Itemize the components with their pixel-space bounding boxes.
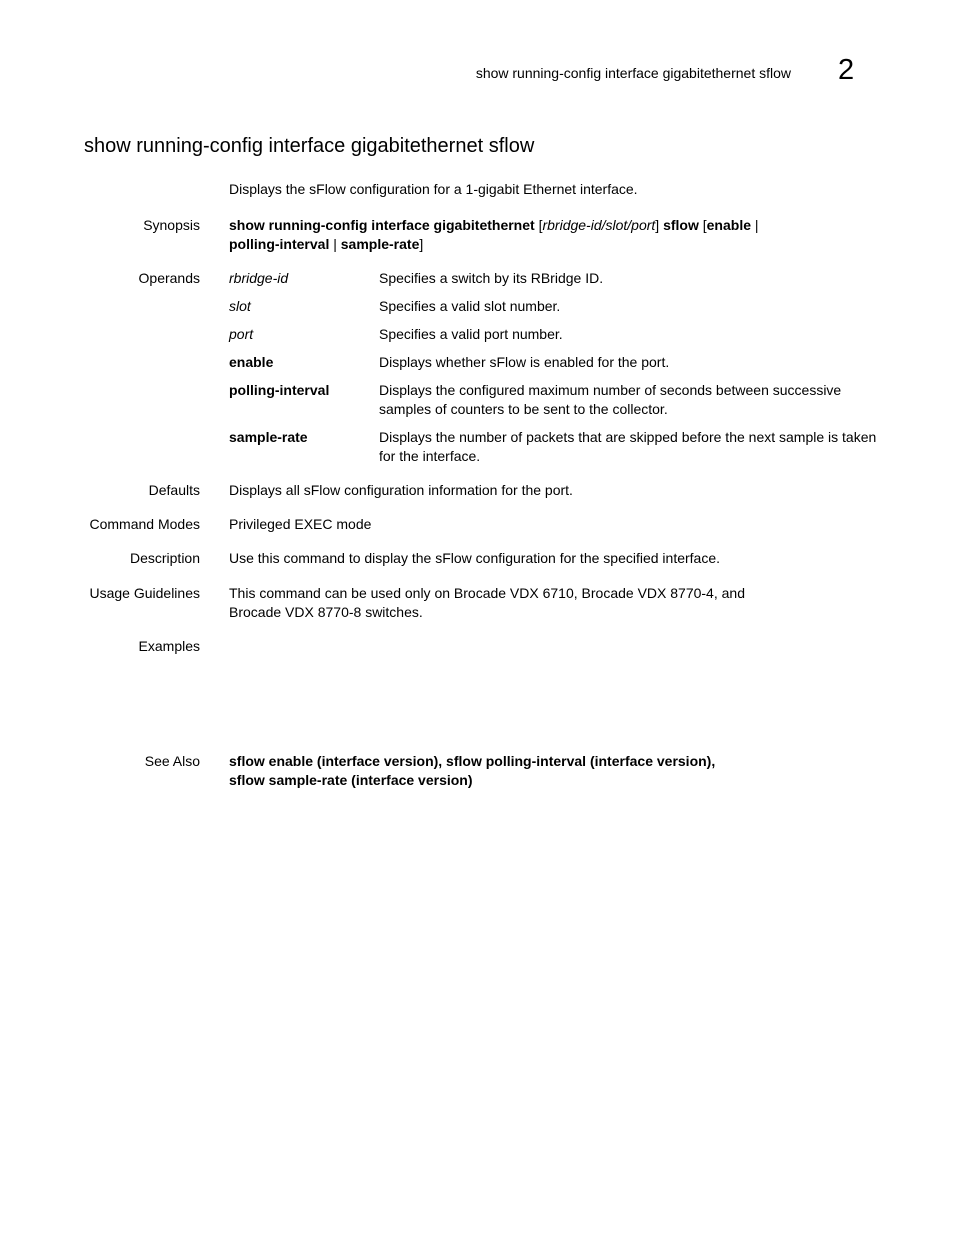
synopsis-bracket: ] [655,217,664,233]
operand-name: port [229,326,254,342]
synopsis-separator: | [751,217,759,233]
usage-line: Brocade VDX 8770-8 switches. [229,603,423,620]
synopsis-bracket: [ [698,217,707,233]
running-header: show running-config interface gigabitethernet sflow [475,65,791,81]
command-modes-text: Privileged EXEC mode [229,516,372,532]
operand-name: rbridge-id [229,270,289,286]
synopsis-label: Synopsis [143,217,200,233]
operand-description: Displays the number of packets that are skipped before the next sample is taken for the interface. [379,429,877,464]
see-also-line: sflow sample-rate (interface version) [229,771,473,788]
see-also-line: sflow enable (interface version), sflow polling-interval (interface version), [229,753,716,769]
synopsis-kw-sflow: sflow [663,217,699,233]
synopsis-separator: | [329,235,341,252]
description-label: Description [129,550,200,566]
operand-description: Displays whether sFlow is enabled for the port. [379,354,670,370]
defaults-text: Displays all sFlow configuration information for the port. [229,482,573,498]
synopsis-kw-sample: sample-rate [340,235,420,252]
synopsis-command: show running-config interface gigabitethernet [229,217,535,233]
command-modes-label: Command Modes [89,516,200,532]
operand-description: Specifies a valid port number. [379,326,563,342]
operand-name: enable [229,354,274,370]
synopsis-kw-polling: polling-interval [229,235,330,252]
see-also-label: See Also [144,753,200,769]
examples-label: Examples [138,638,200,654]
synopsis-bracket: ] [419,235,424,252]
defaults-label: Defaults [148,482,200,498]
synopsis-text [229,216,879,253]
page-title: show running-config interface gigabitethernet sflow [84,135,535,157]
operand-description: Displays the configured maximum number of seconds between successive samples of counters to be sent to the collector. [379,382,842,417]
operands-label: Operands [138,270,200,286]
operand-description: Specifies a switch by its RBridge ID. [379,270,604,286]
see-also-links [229,752,879,789]
synopsis-kw-enable: enable [706,217,751,233]
chapter-number: 2 [838,54,855,86]
synopsis-param: rbridge-id/slot/port [542,217,656,233]
description-text: Use this command to display the sFlow configuration for the specified interface. [229,550,721,566]
operand-description: Specifies a valid slot number. [379,298,561,314]
usage-text [229,584,879,621]
operand-name: slot [229,298,251,314]
synopsis-bracket: [ [534,217,543,233]
operand-name: sample-rate [229,429,308,445]
intro-text: Displays the sFlow configuration for a 1-gigabit Ethernet interface. [229,181,638,197]
operand-name: polling-interval [229,382,330,398]
usage-label: Usage Guidelines [89,585,200,601]
usage-line: This command can be used only on Brocade VDX 6710, Brocade VDX 8770-4, and [229,585,745,601]
